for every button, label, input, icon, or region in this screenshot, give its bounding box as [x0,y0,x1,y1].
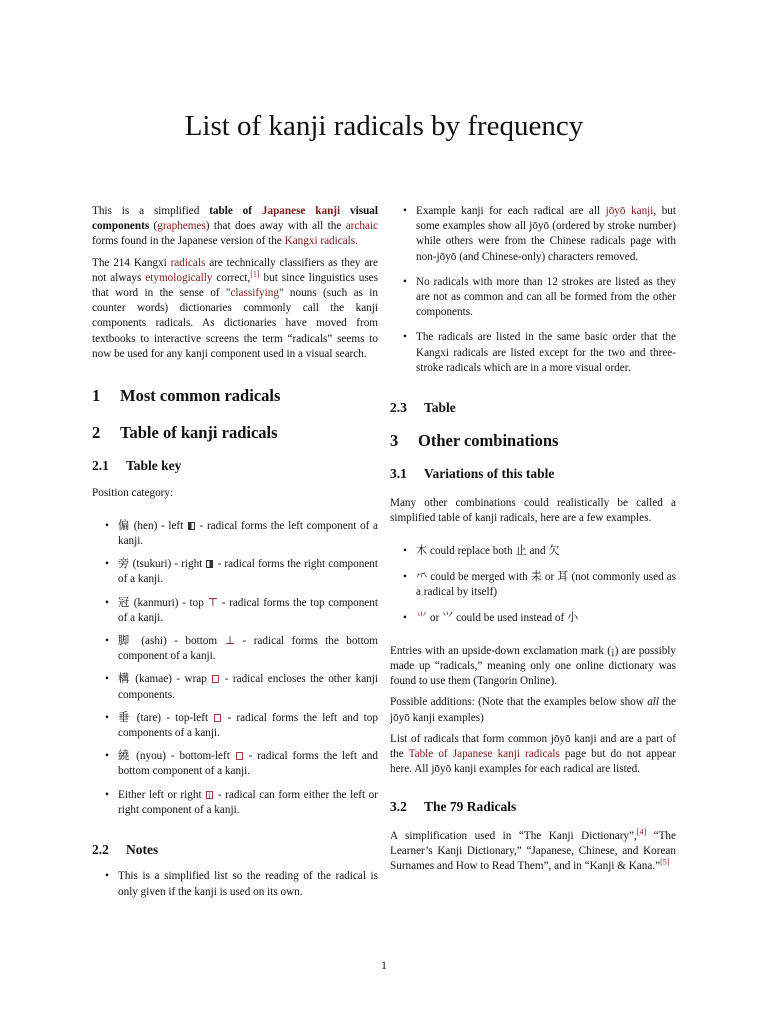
link-kangxi-radicals[interactable]: Kangxi radicals [284,235,356,248]
link-graphemes[interactable]: graphemes [157,220,206,233]
list-item: • 繞 (nyou) - bottom-left - radical forms the left and bottom component of a kanji. [105,750,378,778]
wrap-position-icon [212,675,219,683]
subsection-heading-3-2: 3.2 The 79 Radicals [390,799,517,815]
page-title: List of kanji radicals by frequency [184,110,584,142]
variations-list [390,544,676,626]
list-item: • This is a simplified list so the reading of the radical is only given if the kanji is used on its own. [105,870,378,898]
bottom-left-position-icon [236,752,243,760]
left-column [92,204,378,900]
left-position-icon [188,522,195,530]
subsection-heading-2-2: 2.2 Notes [92,842,159,858]
intro-paragraph-1: This is a simplified table of Japanese kanji visual components (graphemes) that does away with all the archaic forms found in the Japanese version of the Kangxi radicals. [92,205,378,248]
list-item: • 構 (kamae) - wrap - radical encloses the other kanji components. [105,673,378,701]
link-radicals[interactable]: radicals [170,256,206,269]
intro-paragraph-2: The 214 Kangxi radicals are technically classifiers as they are not always etymologically correct,[1] but since linguistics uses that word in the sense of "classifying" nouns (such as in counter words) dictionaries commonly call the kanji components radicals. As dictionaries have moved from textbooks to interactive screens the term “radicals” seems to now be used for any kanji component used in a visual search. [92,256,378,360]
top-left-position-icon [214,714,221,722]
link-classifying[interactable]: classifying [230,287,279,300]
citation-1[interactable]: [1] [250,269,260,279]
list-item: • ⺌ or ⺍ could be used instead of ⼩ [403,611,579,624]
upside-down-note: Entries with an upside-down exclamation mark (¡) are possibly made up “radicals,” meaning only one online dictionary was found to use them (Tangorin Online). [390,644,676,688]
radicals-list-note: List of radicals that form common jōyō kanji and are a part of the Table of Japanese kanji radicals page but do not appear here. All jōyō kanji examples for each radical are listed. [390,732,676,776]
section-heading-2: 2 Table of kanji radicals [92,423,278,443]
subsection-heading-3-1: 3.1 Variations of this table [390,466,555,482]
link-joyo-kanji[interactable]: jōyō kanji [605,205,654,217]
notes-list-continued [390,204,676,376]
list-item: • 垂 (tare) - top-left - radical forms the left and top components of a kanji. [105,711,378,740]
section-heading-3: 3 Other combinations [390,431,559,451]
section-heading-1: 1 Most common radicals [92,386,281,406]
link-japanese-kanji[interactable]: Japanese kanji [261,205,341,217]
page-number: 1 [381,960,387,972]
list-item: • 旁 (tsukuri) - right - radical forms the right component of a kanji. [105,558,378,586]
position-category-label: Position category: [92,486,174,499]
list-item: • The radicals are listed in the same basic order that the Kangxi radicals are listed except for the two and three-stroke radicals which are in a more visual order. [403,331,676,374]
right-column [390,204,676,880]
list-item: • ⽊ could replace both ⽌ and ⽋ [403,545,560,558]
list-item: • 偏 (hen) - left - radical forms the left component of a kanji. [105,519,378,548]
subsection-heading-2-1: 2.1 Table key [92,458,182,474]
link-table-of-japanese-kanji-radicals[interactable]: Table of Japanese kanji radicals [408,748,560,761]
right-position-icon [206,560,213,568]
list-item: • No radicals with more than 12 strokes are listed as they are not as common and can all be formed from the other components. [403,275,676,319]
top-position-icon: ⊤ [207,596,219,609]
citation-4[interactable]: [4] [636,826,647,836]
list-item: • ⺤ could be merged with ⽾ or ⽿ (not commonly used as a radical by itself) [403,571,676,599]
variations-paragraph: Many other combinations could realistically be called a simplified table of kanji radicals, here are a few examples. [390,496,676,524]
link-etymologically[interactable]: etymologically [145,271,213,284]
subsection-heading-2-3: 2.3 Table [390,400,456,416]
link-archaic[interactable]: archaic [345,220,378,233]
left-or-right-position-icon [206,791,213,799]
list-item: • 冠 (kanmuri) - top ⊤ - radical forms the top component of a kanji. [105,596,378,624]
bottom-position-icon: ⊥ [224,635,236,648]
table-key-list [92,519,378,818]
list-item: • 脚 (ashi) - bottom ⊥ - radical forms the bottom component of a kanji. [105,635,378,663]
seventy-nine-radicals-paragraph: A simplification used in “The Kanji Dictionary”,[4] “The Learner’s Kanji Dictionary,” “Japanese, Chinese, and Korean Surnames and How to Read Them”, and in “Kanji & Kana.”[5] [390,826,676,873]
list-item: • Either left or right - radical can form either the left or right component of a kanji. [105,788,378,816]
possible-additions: Possible additions: (Note that the examples below show all the jōyō kanji examples) [390,696,676,724]
list-item: • Example kanji for each radical are all jōyō kanji, but some examples show all jōyō (ordered by stroke number) while others were from the Chinese radicals page with non-jōyō (and Chinese-only) characters removed. [403,205,676,263]
notes-list [92,869,378,899]
citation-5[interactable]: [5] [660,857,670,867]
